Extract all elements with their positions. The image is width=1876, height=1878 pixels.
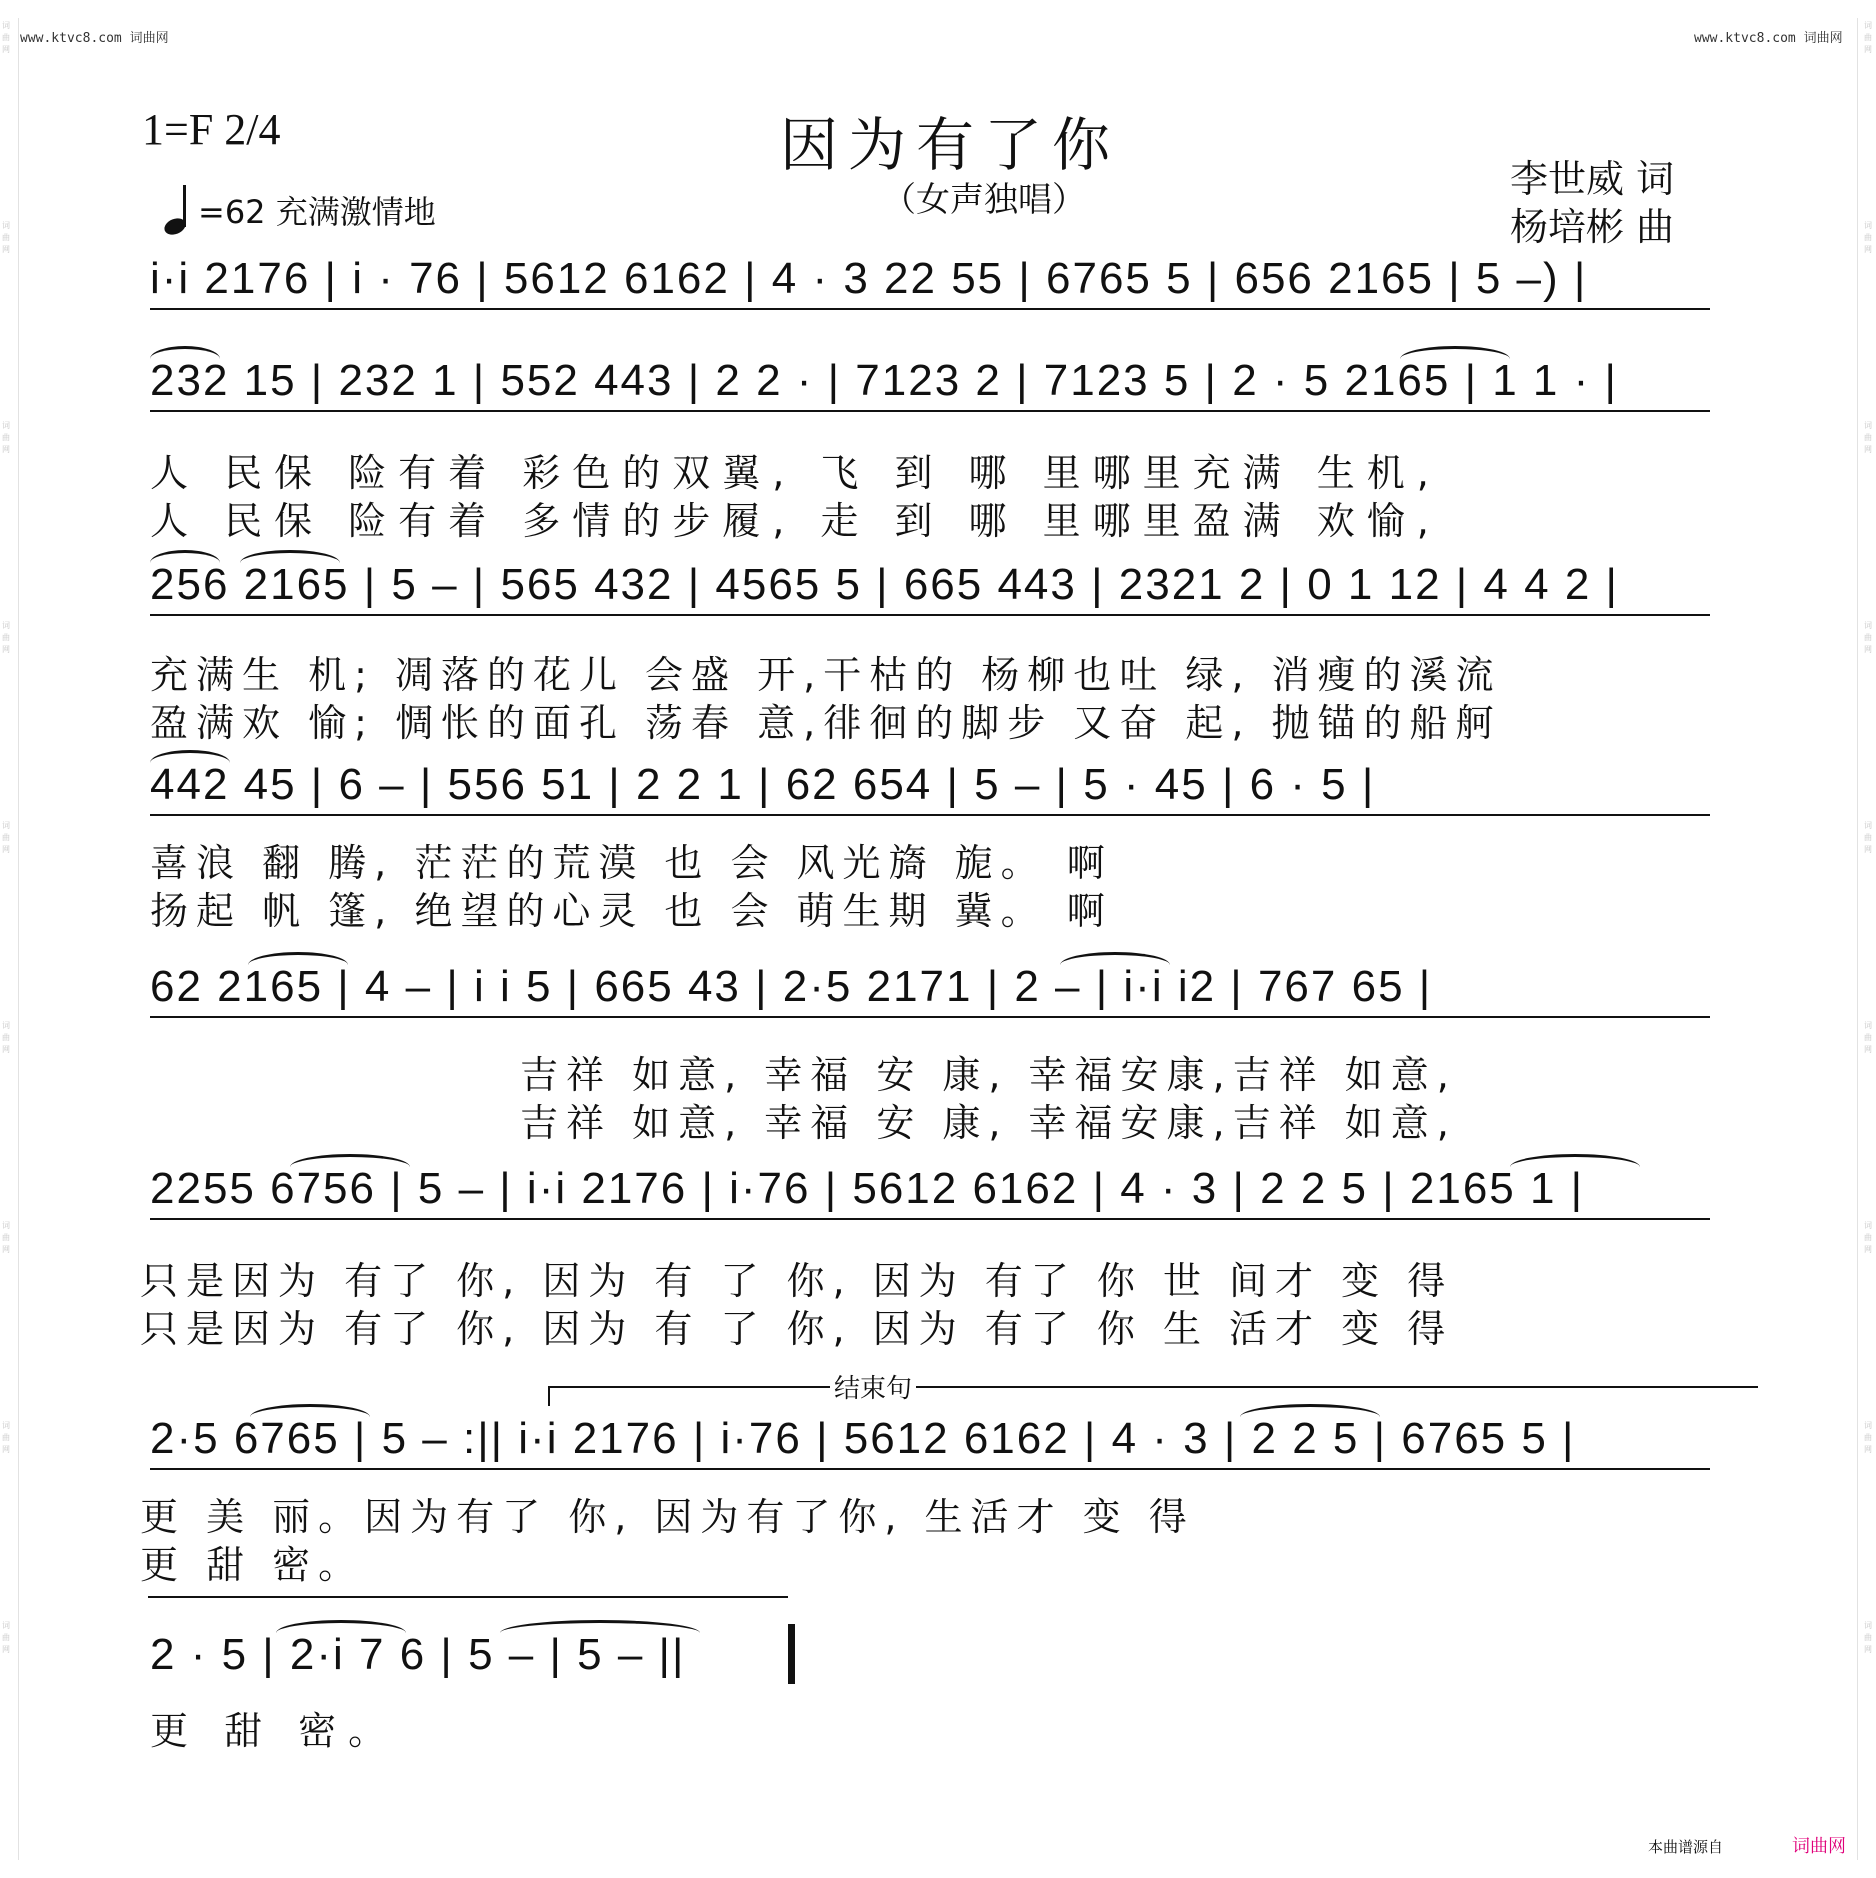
beam-line-1 — [150, 308, 1710, 310]
beam-line-7 — [150, 1468, 1710, 1470]
lyric-line-4-verse-2: 扬起 帆 篷, 绝望的心灵 也 会 萌生期 冀。 啊 — [150, 889, 1113, 933]
lyric-line-7-verse-1: 更 美 丽。因为有了 你, 因为有了你, 生活才 变 得 — [140, 1495, 1195, 1539]
lyric-line-3-verse-1: 充满生 机; 凋落的花儿 会盛 开,干枯的 杨柳也吐 绿, 消瘦的溪流 — [150, 653, 1502, 697]
lyric-line-3-verse-2: 盈满欢 愉; 惆怅的面孔 荡春 意,徘徊的脚步 又奋 起, 抛锚的船舸 — [150, 701, 1502, 745]
lyric-line-5-verse-1: 吉祥 如意, 幸福 安 康, 幸福安康,吉祥 如意, — [520, 1053, 1457, 1097]
quarter-note-icon — [164, 186, 194, 234]
song-subtitle: （女声独唱） — [882, 180, 1086, 220]
lyricist-credit: 李世威 词 — [1510, 157, 1675, 201]
lyric-line-7-verse-2: 更 甜 密。 — [140, 1543, 365, 1587]
lyric-line-6-verse-2: 只是因为 有了 你, 因为 有 了 你, 因为 有了 你 生 活才 变 得 — [140, 1307, 1454, 1351]
notation-line-1: i·i 2176 | i · 76 | 5612 6162 | 4 · 3 22 55 | 6765 5 | 656 2165 | 5 –) | — [150, 254, 1588, 303]
notation-line-6: 2255 6756 | 5 – | i·i 2176 | i·76 | 5612 6162 | 4 · 3 | 2 2 5 | 2165 1 | — [150, 1164, 1585, 1213]
notation-line-2: 232 15 | 232 1 | 552 443 | 2 2 · | 7123 2 | 7123 5 | 2 · 5 2165 | 1 1 · | — [150, 356, 1618, 405]
beam-line-6 — [150, 1218, 1710, 1220]
lyric-line-2-verse-2: 人 民保 险有着 多情的步履, 走 到 哪 里哪里盈满 欢愉, — [150, 499, 1441, 543]
final-barline — [788, 1624, 795, 1684]
lyric-line-6-verse-1: 只是因为 有了 你, 因为 有 了 你, 因为 有了 你 世 间才 变 得 — [140, 1259, 1454, 1303]
song-title: 因为有了你 — [780, 111, 1121, 179]
ending-label: 结束句 — [830, 1368, 916, 1405]
ending-bracket-line — [548, 1386, 1758, 1388]
source-brand: 词曲网 — [1792, 1836, 1846, 1857]
notation-line-7: 2·5 6765 | 5 – :|| i·i 2176 | i·76 | 5612 6162 | 4 · 3 | 2 2 5 | 6765 5 | — [150, 1414, 1576, 1463]
edge-watermark-left: 词曲网 词曲网 词曲网 词曲网 词曲网 词曲网 词曲网 词曲网 词曲网 — [2, 21, 10, 1654]
notation-line-4: 442 45 | 6 – | 556 51 | 2 2 1 | 62 654 | 5 – | 5 · 45 | 6 · 5 | — [150, 760, 1376, 809]
ending-bracket-hook — [548, 1386, 550, 1406]
lyric-line-5-verse-2: 吉祥 如意, 幸福 安 康, 幸福安康,吉祥 如意, — [520, 1101, 1457, 1145]
source-note: 本曲谱源自 — [1648, 1838, 1724, 1856]
lyric-line-4-verse-1: 喜浪 翻 腾, 茫茫的荒漠 也 会 风光旖 旎。 啊 — [150, 841, 1113, 885]
beam-line-2 — [150, 410, 1710, 412]
notation-line-3: 256 2165 | 5 – | 565 432 | 4565 5 | 665 443 | 2321 2 | 0 1 12 | 4 4 2 | — [150, 560, 1619, 609]
tempo-text: =62 充满激情地 — [198, 193, 436, 231]
notation-line-5: 62 2165 | 4 – | i i 5 | 665 43 | 2·5 2171 | 2 – | i·i i2 | 767 65 | — [150, 962, 1433, 1011]
notation-line-8: 2 · 5 | 2·i 7 6 | 5 – | 5 – || — [150, 1630, 686, 1679]
tempo-marking — [164, 186, 436, 234]
lyric-line-8-verse-1: 更 甜 密。 — [150, 1709, 399, 1753]
site-watermark-right: www.ktvc8.com 词曲网 — [1694, 31, 1843, 46]
coda-bracket-line — [148, 1596, 788, 1598]
edge-watermark-right: 词曲网 词曲网 词曲网 词曲网 词曲网 词曲网 词曲网 词曲网 词曲网 — [1864, 21, 1872, 1654]
beam-line-5 — [150, 1016, 1710, 1018]
lyric-line-2-verse-1: 人 民保 险有着 彩色的双翼, 飞 到 哪 里哪里充满 生机, — [150, 451, 1441, 495]
composer-credit: 杨培彬 曲 — [1510, 205, 1675, 249]
beam-line-4 — [150, 814, 1710, 816]
key-signature: 1=F 2/4 — [142, 105, 281, 154]
site-watermark-left: www.ktvc8.com 词曲网 — [20, 31, 169, 46]
beam-line-3 — [150, 614, 1710, 616]
